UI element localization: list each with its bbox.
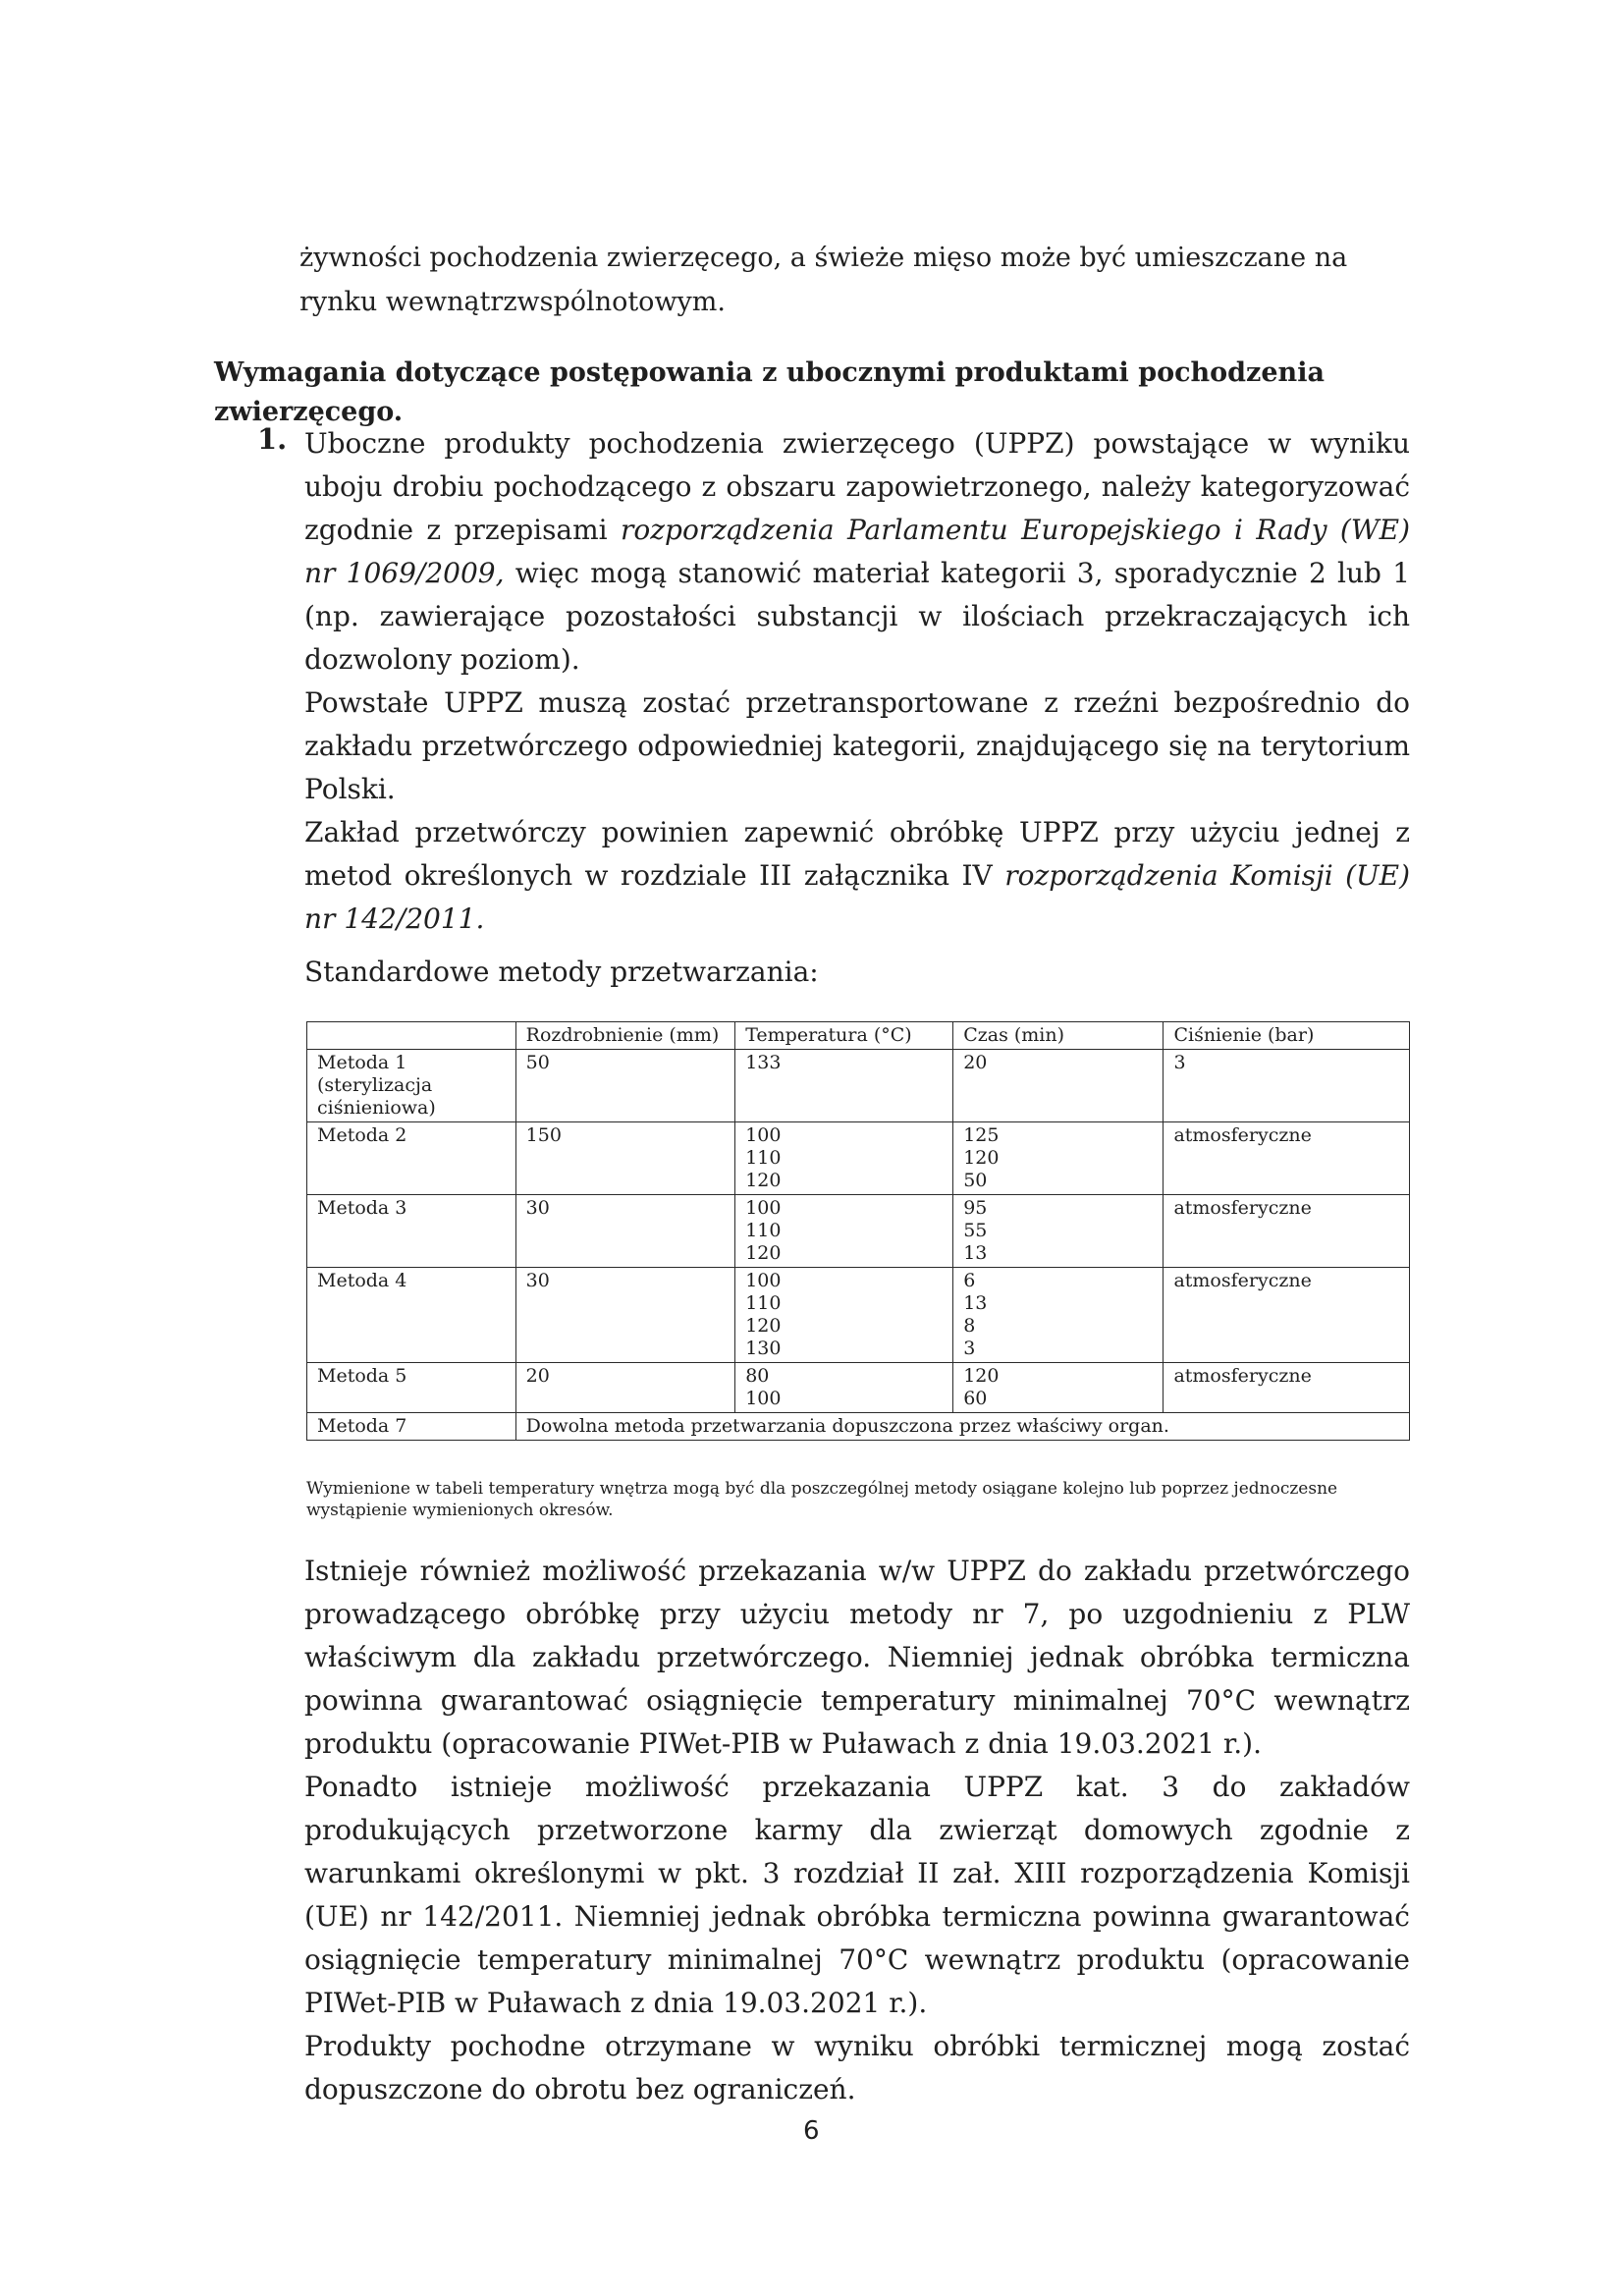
paragraph-uppz-categories (304, 422, 1410, 682)
paragraph-method7: Istnieje również możliwość przekazania w/w UPPZ do zakładu przetwórczego prowadzącego obróbkę przy użyciu metody nr 7, po uzgodnieniu z PLW właściwym dla zakładu przetwórczego. Niemniej jednak obróbka termiczna powinna gwarantować osiągnięcie temperatury minimalnej 70°C wewnątrz produktu (opracowanie PIWet-PIB w Puławach z dnia 19.03.2021 r.). (304, 1555, 1410, 1760)
paragraph-transport: Powstałe UPPZ muszą zostać przetransportowane z rzeźni bezpośrednio do zakładu przetwórczego odpowiedniej kategorii, znajdującego się na terytorium Polski. (304, 686, 1410, 805)
intro-line: żywności pochodzenia zwierzęcego, a świeże mięso może być umieszczane na (299, 243, 1348, 273)
temperature-cell (735, 1363, 953, 1413)
table-header-row (307, 1022, 1410, 1050)
pressure-cell: atmosferyczne (1164, 1268, 1410, 1363)
temperature-value: 120 (745, 1170, 782, 1191)
temperature-value: 110 (745, 1220, 782, 1241)
paragraph-pet-food: Ponadto istnieje możliwość przekazania UPPZ kat. 3 do zakładów produkujących przetworzone karmy dla zwierząt domowych zgodnie z warunkami określonymi w pkt. 3 rozdział II zał. XIII rozporządzenia Komisji (UE) nr 142/2011. Niemniej jednak obróbka termiczna powinna gwarantować osiągnięcie temperatury minimalnej 70°C wewnątrz produktu (opracowanie PIWet-PIB w Puławach z dnia 19.03.2021 r.). (304, 1771, 1410, 2019)
method7-description-cell: Dowolna metoda przetwarzania dopuszczona przez właściwy organ. (515, 1413, 1409, 1441)
pressure-cell: 3 (1164, 1050, 1410, 1122)
method-name-cell: Metoda 5 (307, 1363, 516, 1413)
paragraph-derived-products: Produkty pochodne otrzymane w wyniku obróbki termicznej mogą zostać dopuszczone do obrotu bez ograniczeń. (304, 2030, 1410, 2105)
regulation-reference: rozporządzenia Komisji (UE) nr 142/2011. (304, 859, 1410, 935)
time-value: 13 (963, 1292, 988, 1314)
temperature-value: 100 (745, 1124, 782, 1146)
time-cell (953, 1122, 1164, 1195)
list-item-number: 1. (257, 422, 288, 456)
table-row (307, 1268, 1410, 1363)
time-value: 120 (963, 1365, 1000, 1387)
time-value: 120 (963, 1147, 1000, 1169)
time-value: 125 (963, 1124, 1000, 1146)
size-cell: 30 (515, 1268, 735, 1363)
paragraph-text: Uboczne produkty pochodzenia zwierzęcego (UPPZ) powstające w wyniku uboju drobiu pochodzącego z obszaru zapowietrzonego, należy kategoryzować zgodnie z przepisami (304, 427, 1410, 546)
temperature-cell (735, 1195, 953, 1268)
list-item-body (304, 422, 1410, 941)
time-cell (953, 1050, 1164, 1122)
temperature-value: 100 (745, 1388, 782, 1409)
table-header-cell: Czas (min) (953, 1022, 1164, 1050)
table-header-cell: Temperatura (°C) (735, 1022, 953, 1050)
time-value: 50 (963, 1170, 988, 1191)
size-cell: 150 (515, 1122, 735, 1195)
regulation-reference: rozporządzenia Parlamentu Europejskiego i Rady (WE) nr 1069/2009, (304, 514, 1410, 589)
temperature-cell (735, 1050, 953, 1122)
temperature-value: 100 (745, 1197, 782, 1219)
time-value: 95 (963, 1197, 988, 1219)
time-cell (953, 1195, 1164, 1268)
after-table-section (304, 1550, 1410, 2111)
method-name-cell: Metoda 2 (307, 1122, 516, 1195)
table-row (307, 1413, 1410, 1441)
temperature-value: 120 (745, 1315, 782, 1337)
intro-paragraph (299, 236, 1410, 324)
table-row (307, 1122, 1410, 1195)
temperature-value: 110 (745, 1292, 782, 1314)
table-body (307, 1050, 1410, 1441)
paragraph-text: więc mogą stanowić materiał kategorii 3, sporadycznie 2 lub 1 (np. zawierające pozostałości substancji w ilościach przekraczających ich dozwolony poziom). (304, 557, 1411, 676)
size-cell: 50 (515, 1050, 735, 1122)
temperature-cell (735, 1268, 953, 1363)
processing-methods-table (306, 1021, 1410, 1441)
temperature-cell (735, 1122, 953, 1195)
temperature-value: 120 (745, 1242, 782, 1264)
method-name-cell: Metoda 3 (307, 1195, 516, 1268)
page-number: 6 (803, 2116, 820, 2146)
paragraph-processing-plant (304, 811, 1410, 941)
size-cell: 20 (515, 1363, 735, 1413)
time-value: 3 (963, 1338, 976, 1359)
method-name-cell: Metoda 4 (307, 1268, 516, 1363)
table-footnote: Wymienione w tabeli temperatury wnętrza mogą być dla poszczególnej metody osiągane kolejno lub poprzez jednoczesne wystąpienie wymienionych okresów. (306, 1479, 1338, 1520)
time-value: 13 (963, 1242, 988, 1264)
pressure-cell: atmosferyczne (1164, 1363, 1410, 1413)
temperature-value: 110 (745, 1147, 782, 1169)
temperature-value: 130 (745, 1338, 782, 1359)
temperature-value: 133 (745, 1052, 782, 1073)
time-value: 55 (963, 1220, 988, 1241)
table-caption: Standardowe metody przetwarzania: (304, 956, 819, 988)
time-value: 20 (963, 1052, 988, 1073)
time-value: 8 (963, 1315, 976, 1337)
time-value: 60 (963, 1388, 988, 1409)
table-row (307, 1195, 1410, 1268)
time-cell (953, 1363, 1164, 1413)
table-header-cell: Ciśnienie (bar) (1164, 1022, 1410, 1050)
time-value: 6 (963, 1270, 976, 1291)
table-row (307, 1363, 1410, 1413)
pressure-cell: atmosferyczne (1164, 1195, 1410, 1268)
section-heading: Wymagania dotyczące postępowania z ubocznymi produktami pochodzenia zwierzęcego. (214, 357, 1325, 427)
table-header-cell: Rozdrobnienie (mm) (515, 1022, 735, 1050)
paragraph-text: Zakład przetwórczy powinien zapewnić obróbkę UPPZ przy użyciu jednej z metod określonych w rozdziale III załącznika IV (304, 816, 1410, 892)
temperature-value: 80 (745, 1365, 770, 1387)
intro-line: rynku wewnątrzwspólnotowym. (299, 287, 726, 317)
size-cell: 30 (515, 1195, 735, 1268)
pressure-cell: atmosferyczne (1164, 1122, 1410, 1195)
time-cell (953, 1268, 1164, 1363)
method-name-cell: Metoda 7 (307, 1413, 516, 1441)
temperature-value: 100 (745, 1270, 782, 1291)
table-header-cell (307, 1022, 516, 1050)
method-name-cell: Metoda 1 (sterylizacja ciśnieniowa) (307, 1050, 516, 1122)
table-row (307, 1050, 1410, 1122)
